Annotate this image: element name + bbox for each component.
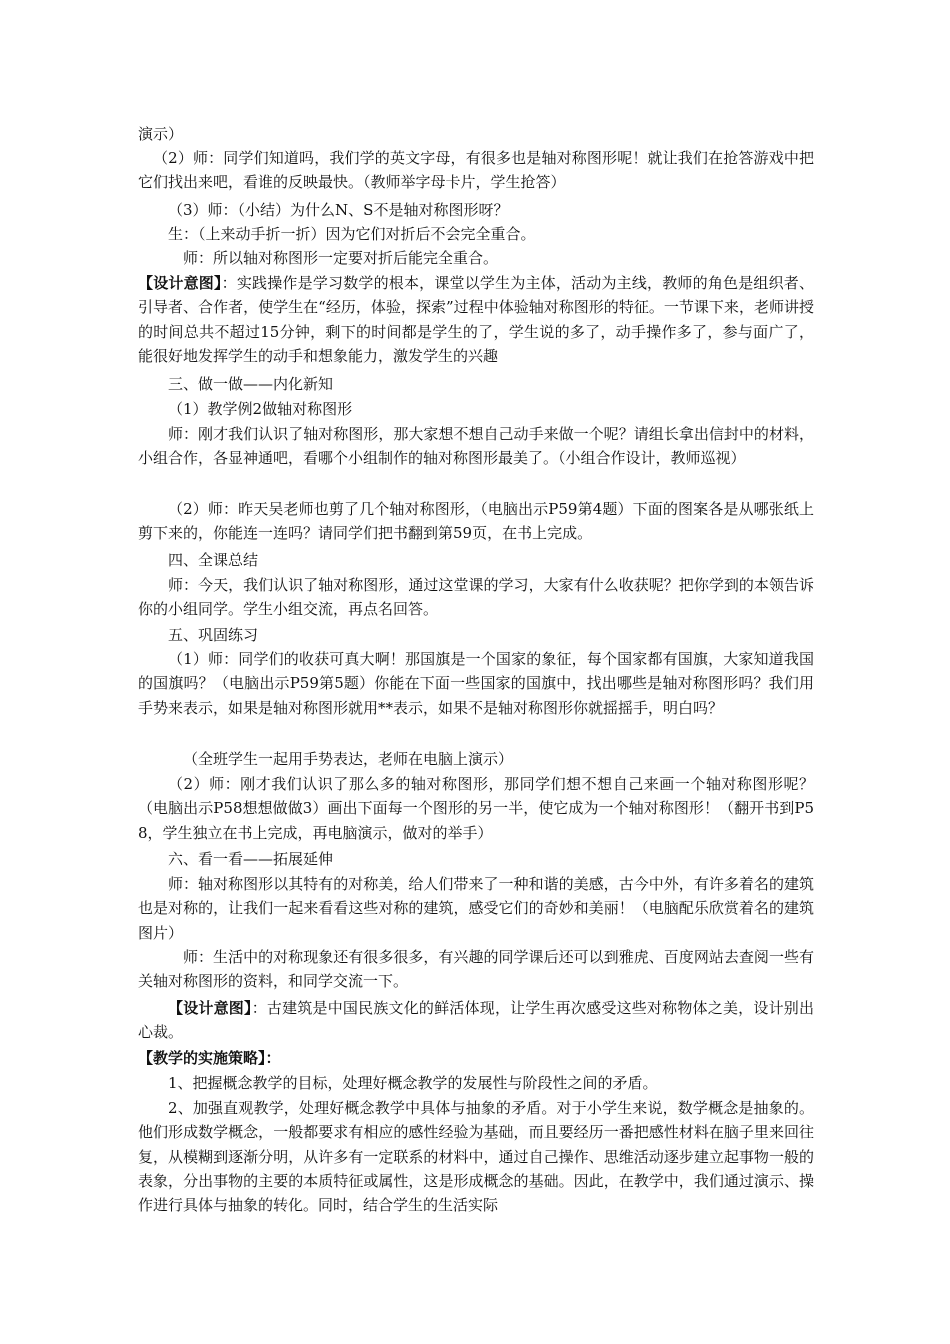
strategy-heading: 【教学的实施策略】：: [138, 1049, 281, 1067]
paragraph-summary-question: （3）师：（小结）为什么N、S不是轴对称图形呀？: [168, 201, 509, 219]
paragraph-flags: （1）师：同学们的收获可真大啊！那国旗是一个国家的象征，每个国家都有国旗，大家知道我国的国旗吗？（电脑出示P59第5题）你能在下面一些国家的国旗中，找出哪些是轴对称图形吗？我们用手势来表示，如果是轴对称图形就用**表示，如果不是轴对称图形你就摇摇手，明白吗？: [138, 650, 814, 717]
design-intent-label: 【设计意图】: [168, 999, 252, 1017]
paragraph-cut-figures: （2）师：昨天吴老师也剪了几个轴对称图形，（电脑出示P59第4题）下面的图案各是从哪张纸上剪下来的，你能连一连吗？请同学们把书翻到第59页，在书上完成。: [138, 500, 814, 543]
paragraph-group-work: 师：刚才我们认识了轴对称图形，那大家想不想自己动手来做一个呢？请组长拿出信封中的材料，小组合作，各显神通吧，看哪个小组制作的轴对称图形最美了。（小组合作设计，教师巡视）: [138, 425, 814, 468]
design-intent-label: 【设计意图】: [138, 274, 222, 292]
design-intent-text: 古建筑是中国民族文化的鲜活体现，让学生再次感受这些对称物体之美，设计别出心裁。: [138, 999, 814, 1042]
paragraph-draw-half: （2）师：刚才我们认识了那么多的轴对称图形，那同学们想不想自己来画一个轴对称图形呢？（电脑出示P58想想做做3）画出下面每一个图形的另一半，使它成为一个轴对称图形！（翻开书到P58，学生独立在书上完成，再电脑演示，做对的举手）: [138, 775, 814, 842]
paragraph-design-intent-1: [138, 271, 814, 368]
paragraph-research: 师：生活中的对称现象还有很多很多，有兴趣的同学课后还可以到雅虎、百度网站去查阅一些有关轴对称图形的资料，和同学交流一下。: [138, 948, 814, 991]
paragraph-example-2: （1）教学例2做轴对称图形: [168, 400, 353, 418]
paragraph-harvest: 师：今天，我们认识了轴对称图形，通过这堂课的学习，大家有什么收获呢？把你学到的本领告诉你的小组同学。学生小组交流，再点名回答。: [138, 576, 814, 619]
paragraph-student-answer: 生：（上来动手折一折）因为它们对折后不会完全重合。: [168, 225, 536, 243]
design-intent-text: 实践操作是学习数学的根本，课堂以学生为主体，活动为主线，教师的角色是组织者、引导者、合作者，使学生在“经历，体验，探索”过程中体验轴对称图形的特征。一节课下来，老师讲授的时间总共不超过15分钟，剩下的时间都是学生的了，学生说的多了，动手操作多了，参与面广了，能很好地发挥学生的动手和想象能力，激发学生的兴趣: [138, 274, 814, 365]
section-heading-practice: 五、巩固练习: [168, 626, 259, 644]
paragraph-strategy-1: 1、把握概念教学的目标，处理好概念教学的发展性与阶段性之间的矛盾。: [168, 1074, 658, 1092]
paragraph-letters-game: （2）师：同学们知道吗，我们学的英文字母，有很多也是轴对称图形呢！就让我们在抢答游戏中把它们找出来吧，看谁的反映最快。（教师举字母卡片，学生抢答）: [138, 149, 814, 192]
section-heading-do: 三、做一做——内化新知: [168, 375, 334, 393]
paragraph-gesture: （全班学生一起用手势表达，老师在电脑上演示）: [183, 750, 514, 768]
paragraph-teacher-conclusion: 师：所以轴对称图形一定要对折后能完全重合。: [183, 249, 499, 267]
section-heading-summary: 四、全课总结: [168, 551, 259, 569]
colon: ：: [251, 999, 267, 1017]
section-heading-extend: 六、看一看——拓展延伸: [168, 850, 334, 868]
paragraph-demo-end: 演示）: [138, 125, 184, 143]
paragraph-buildings: 师：轴对称图形以其特有的对称美，给人们带来了一种和谐的美感，古今中外，有许多着名的建筑也是对称的，让我们一起来看看这些对称的建筑，感受它们的奇妙和美丽！（电脑配乐欣赏着名的建筑图片）: [138, 875, 814, 942]
paragraph-strategy-2: 2、加强直观教学，处理好概念教学中具体与抽象的矛盾。对于小学生来说，数学概念是抽象的。他们形成数学概念，一般都要求有相应的感性经验为基础，而且要经历一番把感性材料在脑子里来回往复，从模糊到逐渐分明，从许多有一定联系的材料中，通过自己操作、思维活动逐步建立起事物一般的表象，分出事物的主要的本质特征或属性，这是形成概念的基础。因此，在教学中，我们通过演示、操作进行具体与抽象的转化。同时，结合学生的生活实际: [138, 1099, 814, 1215]
paragraph-design-intent-2: [138, 996, 814, 1045]
colon: ：: [221, 274, 237, 292]
